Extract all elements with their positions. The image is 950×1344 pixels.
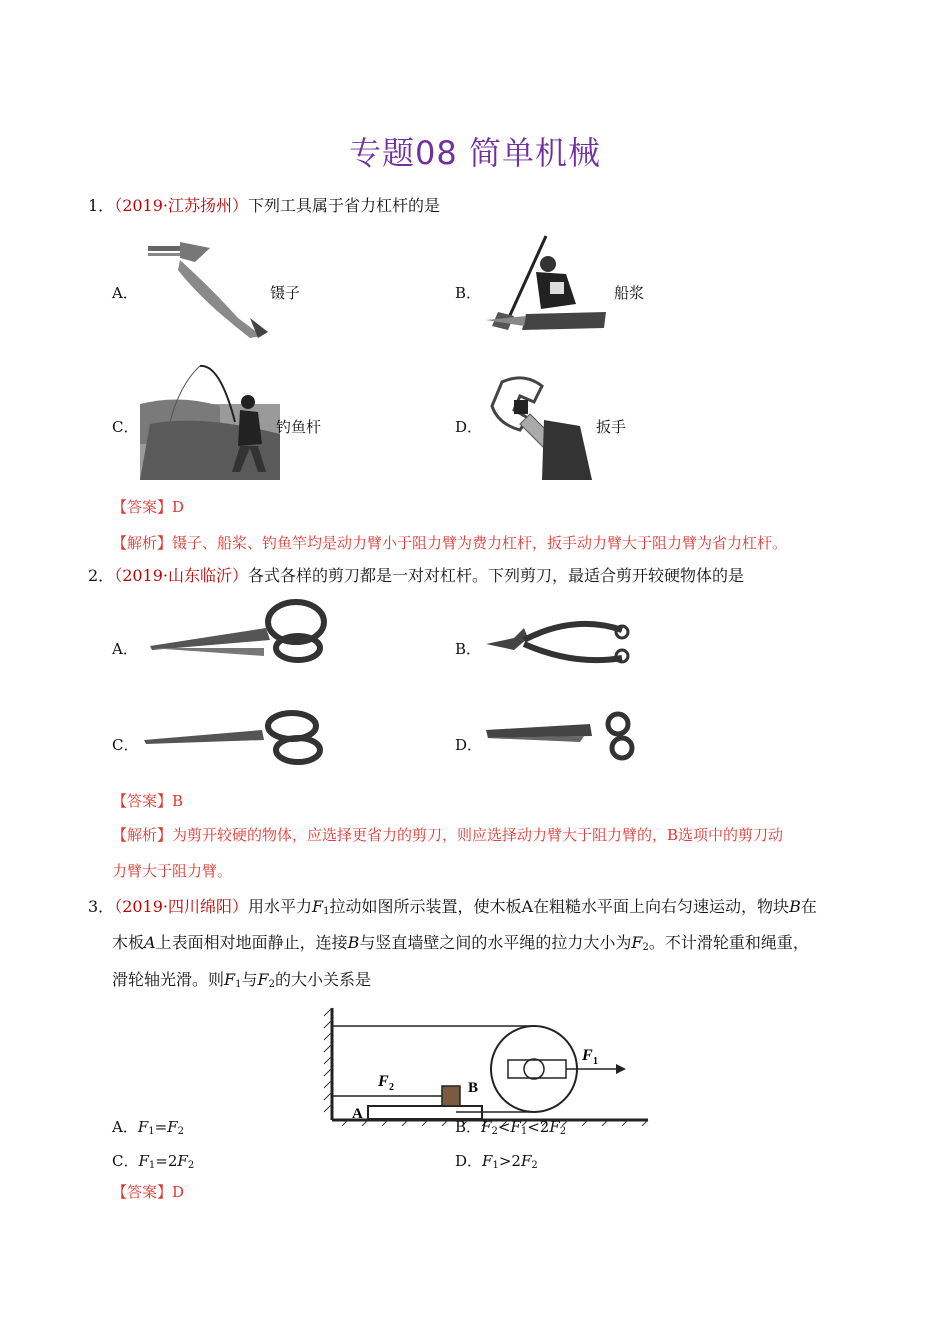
diagram-sub-2: 2: [389, 1082, 394, 1093]
question-text: 与: [241, 970, 258, 989]
option-letter: A．: [112, 1118, 138, 1136]
question-text: 滑轮轴光滑。则: [112, 970, 225, 989]
var-f: F: [224, 970, 236, 989]
question-text: 的大小关系是: [275, 970, 372, 989]
question-text: 下列工具属于省力杠杆的是: [248, 196, 441, 215]
var-f: F: [631, 933, 643, 952]
question-number: 3．: [88, 897, 115, 916]
sub-1: 1: [492, 1160, 499, 1171]
answer-value: D: [172, 498, 185, 516]
option-c: [112, 1150, 194, 1171]
sub-1: 1: [323, 906, 330, 917]
option-letter: B．: [455, 1118, 482, 1136]
question-text: 用水平力: [248, 897, 313, 916]
analysis-2-line-2: 力臂大于阻力臂。: [112, 862, 233, 880]
question-2: [88, 567, 744, 585]
question-3: [88, 890, 838, 928]
analysis-text: 为剪开较硬的物体，应选择更省力的剪刀，则应选择动力臂大于阻力臂的，B选项中的剪刀动: [172, 826, 784, 844]
wrench-image: [484, 374, 594, 480]
question-text: 木板: [112, 933, 145, 952]
tweezers-image: [140, 238, 270, 338]
scissors-b-image: [484, 618, 634, 670]
option-letter-a: A．: [112, 284, 138, 302]
option-label: 扳手: [596, 418, 627, 436]
analysis-2: [112, 818, 783, 852]
question-1: [88, 197, 440, 215]
question-source: （2019·四川绵阳）: [114, 897, 248, 916]
option-letter: C．: [112, 1152, 139, 1170]
answer-tag: 【答案】: [112, 498, 173, 516]
analysis-1: [112, 526, 787, 560]
sub-2: 2: [642, 942, 649, 953]
page-title: 专题08 简单机械: [349, 134, 601, 172]
option-letter: D．: [455, 1152, 483, 1170]
option-a: [112, 1116, 184, 1137]
sub-2: 2: [187, 1160, 195, 1171]
analysis-tag: 【解析】: [112, 534, 173, 552]
var-a: A: [144, 933, 156, 952]
question-text: 在: [800, 897, 817, 916]
diagram-label-f1: F: [582, 1047, 593, 1064]
var-b: B: [789, 897, 801, 916]
question-text: 各式各样的剪刀都是一对对杠杆。下列剪刀，最适合剪开较硬物体的是: [248, 566, 745, 585]
var-b: B: [347, 933, 360, 952]
var-f: F: [312, 897, 324, 916]
question-text: 。不计滑轮重和绳重，: [648, 933, 809, 952]
option-letter-d: D．: [455, 736, 483, 754]
answer-tag: 【答案】: [112, 792, 173, 810]
diagram-label-a: A: [352, 1106, 363, 1122]
question-number: 1．: [88, 196, 115, 215]
question-text: 与竖直墙壁之间的水平绳的拉力大小为: [359, 933, 632, 952]
option-letter-c: C．: [112, 736, 139, 754]
sub-1: 1: [148, 1160, 156, 1171]
paddle-image: [486, 234, 611, 332]
question-3-line-3: [112, 963, 862, 1001]
question-source: （2019·江苏扬州）: [114, 196, 248, 215]
var-f: F: [510, 1118, 521, 1136]
var-f: F: [481, 1118, 492, 1136]
answer-value: B: [172, 792, 184, 810]
question-text: 上表面相对地面静止，连接: [155, 933, 348, 952]
var-f: F: [138, 1152, 149, 1170]
diagram-label-f2: F: [378, 1073, 389, 1090]
sub-2: 2: [177, 1126, 185, 1137]
option-label: 钓鱼杆: [276, 418, 322, 436]
scissors-c-image: [142, 710, 327, 766]
option-label: 船浆: [614, 284, 645, 302]
scissors-a-image: [146, 598, 331, 668]
diagram-label-b: B: [468, 1080, 479, 1096]
sub-1: 1: [520, 1126, 528, 1137]
answer-tag: 【答案】: [112, 1183, 173, 1201]
relation: =2: [155, 1152, 178, 1170]
var-f: F: [482, 1152, 493, 1170]
var-f: F: [257, 970, 269, 989]
question-text: 拉动如图所示装置，使木板A在粗糙水平面上向右匀速运动，物块: [329, 897, 790, 916]
relation: <: [497, 1118, 511, 1136]
answer-3: [112, 1175, 184, 1209]
question-number: 2．: [88, 566, 115, 585]
var-f: F: [137, 1118, 149, 1136]
sub-2: 2: [491, 1126, 498, 1137]
relation: =: [154, 1118, 168, 1136]
var-f: F: [520, 1152, 532, 1170]
var-f: F: [167, 1118, 178, 1136]
answer-1: [112, 490, 184, 524]
answer-2: [112, 784, 183, 818]
option-letter-b: B．: [455, 640, 482, 658]
option-letter-a: A．: [112, 640, 138, 658]
question-3-line-2: [112, 926, 862, 964]
var-f: F: [549, 1118, 560, 1136]
analysis-tag: 【解析】: [112, 826, 173, 844]
diagram-sub-1: 1: [593, 1056, 598, 1067]
answer-value: D: [172, 1183, 185, 1201]
relation: <2: [527, 1118, 550, 1136]
fishing-rod-image: [140, 364, 280, 480]
sub-2: 2: [531, 1160, 538, 1171]
relation: >2: [498, 1152, 521, 1170]
question-source: （2019·山东临沂）: [114, 566, 248, 585]
option-d: [455, 1150, 538, 1171]
scissors-d-image: [484, 710, 644, 762]
pulley-diagram: [322, 1004, 652, 1126]
var-f: F: [177, 1152, 188, 1170]
option-label: 镊子: [270, 284, 301, 302]
sub-2: 2: [559, 1126, 567, 1137]
option-letter-d: D．: [455, 418, 483, 436]
sub-2: 2: [268, 979, 275, 990]
sub-1: 1: [148, 1126, 155, 1137]
sub-1: 1: [235, 979, 242, 990]
option-letter-c: C．: [112, 418, 139, 436]
option-letter-b: B．: [455, 284, 482, 302]
analysis-text: 镊子、船桨、钓鱼竿均是动力臂小于阻力臂为费力杠杆，扳手动力臂大于阻力臂为省力杠杆。: [172, 534, 788, 552]
option-b: [455, 1116, 566, 1137]
